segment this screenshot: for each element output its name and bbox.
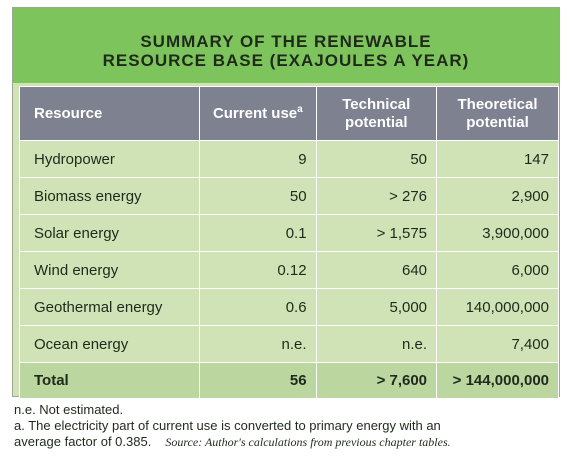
note-a-line2-wrap [14,434,564,450]
table-row [20,141,559,178]
cell-theoretical: 3,900,000 [437,215,559,252]
header-theoretical-potential: Theoretical potential [437,87,559,141]
table-row [20,289,559,326]
cell-resource: Solar energy [20,215,200,252]
table-title-line2: RESOURCE BASE (EXAJOULES A YEAR) [102,51,470,70]
header-resource: Resource [20,87,200,141]
summary-table-panel [12,7,560,397]
table-header-row [20,87,559,141]
cell-theoretical: 140,000,000 [437,289,559,326]
cell-theoretical: 147 [437,141,559,178]
cell-technical: 640 [316,252,436,289]
cell-technical: 50 [316,141,436,178]
cell-resource: Geothermal energy [20,289,200,326]
cell-theoretical: 2,900 [437,178,559,215]
source-note: Source: Author's calculations from previous chapter tables. [165,435,451,449]
header-technical-potential: Technical potential [316,87,436,141]
cell-theoretical: 7,400 [437,326,559,363]
cell-resource: Biomass energy [20,178,200,215]
cell-theoretical: 6,000 [437,252,559,289]
cell-resource: Hydropower [20,141,200,178]
cell-resource: Ocean energy [20,326,200,363]
table-row [20,252,559,289]
total-label: Total [20,363,200,399]
table-row [20,215,559,252]
total-current-use: 56 [200,363,316,399]
cell-technical: > 276 [316,178,436,215]
note-not-estimated: n.e. Not estimated. [14,402,124,417]
header-current-use-label: Current use [212,104,298,122]
header-current-use-note: a [297,103,303,115]
cell-current-use: n.e. [200,326,316,363]
table-row [20,326,559,363]
cell-resource: Wind energy [20,252,200,289]
header-current-use [200,87,316,141]
cell-technical: 5,000 [316,289,436,326]
total-technical: > 7,600 [316,363,436,399]
cell-current-use: 9 [200,141,316,178]
cell-current-use: 0.1 [200,215,316,252]
note-a-line1: a. The electricity part of current use is converted to primary energy with an [14,418,441,433]
table-notes [14,402,564,450]
table-title [13,32,559,70]
table-title-line1: SUMMARY OF THE RENEWABLE [140,32,432,51]
title-band [13,8,559,83]
cell-technical: > 1,575 [316,215,436,252]
table-row [20,178,559,215]
cell-current-use: 50 [200,178,316,215]
table-total-row [20,363,559,399]
cell-current-use: 0.6 [200,289,316,326]
resource-table [19,86,559,399]
total-theoretical: > 144,000,000 [437,363,559,399]
cell-current-use: 0.12 [200,252,316,289]
note-a-line2: average factor of 0.385. [14,434,152,449]
cell-technical: n.e. [316,326,436,363]
